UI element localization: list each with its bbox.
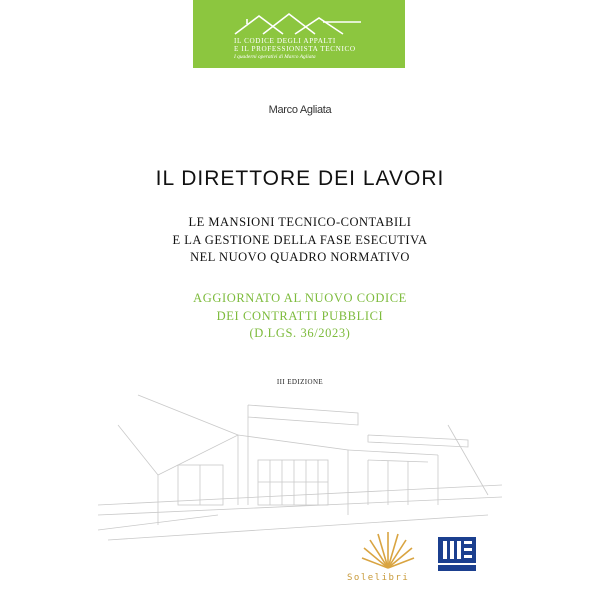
subtitle-line: NEL NUOVO QUADRO NORMATIVO bbox=[190, 250, 410, 264]
series-title-line2: E IL PROFESSIONISTA TECNICO bbox=[234, 45, 356, 53]
series-subtitle: I quaderni operativi di Marco Agliata bbox=[234, 54, 316, 60]
roof-icon bbox=[233, 10, 363, 36]
edition-label: III EDIZIONE bbox=[276, 378, 324, 386]
subtitle-line: E LA GESTIONE DELLA FASE ESECUTIVA bbox=[172, 232, 428, 247]
series-title-line1: IL CODICE DEGLI APPALTI bbox=[234, 37, 336, 45]
building-sketch-illustration bbox=[98, 365, 502, 545]
solelibri-sun-icon bbox=[360, 528, 416, 577]
maggioli-editore-logo bbox=[438, 537, 476, 571]
series-banner bbox=[193, 0, 405, 68]
update-line: (D.LGS. 36/2023) bbox=[249, 326, 351, 340]
solelibri-wordmark: Solelibri bbox=[347, 573, 410, 583]
book-cover bbox=[98, 0, 502, 600]
update-line: AGGIORNATO AL NUOVO CODICE bbox=[193, 291, 407, 305]
subtitle-line: LE MANSIONI TECNICO-CONTABILI bbox=[188, 215, 412, 229]
author-name: Marco Agliata bbox=[268, 104, 332, 116]
book-title: IL DIRETTORE DEI LAVORI bbox=[155, 167, 445, 190]
update-line: DEI CONTRATTI PUBBLICI bbox=[216, 308, 384, 323]
book-subtitle bbox=[98, 214, 502, 267]
update-note bbox=[98, 290, 502, 343]
